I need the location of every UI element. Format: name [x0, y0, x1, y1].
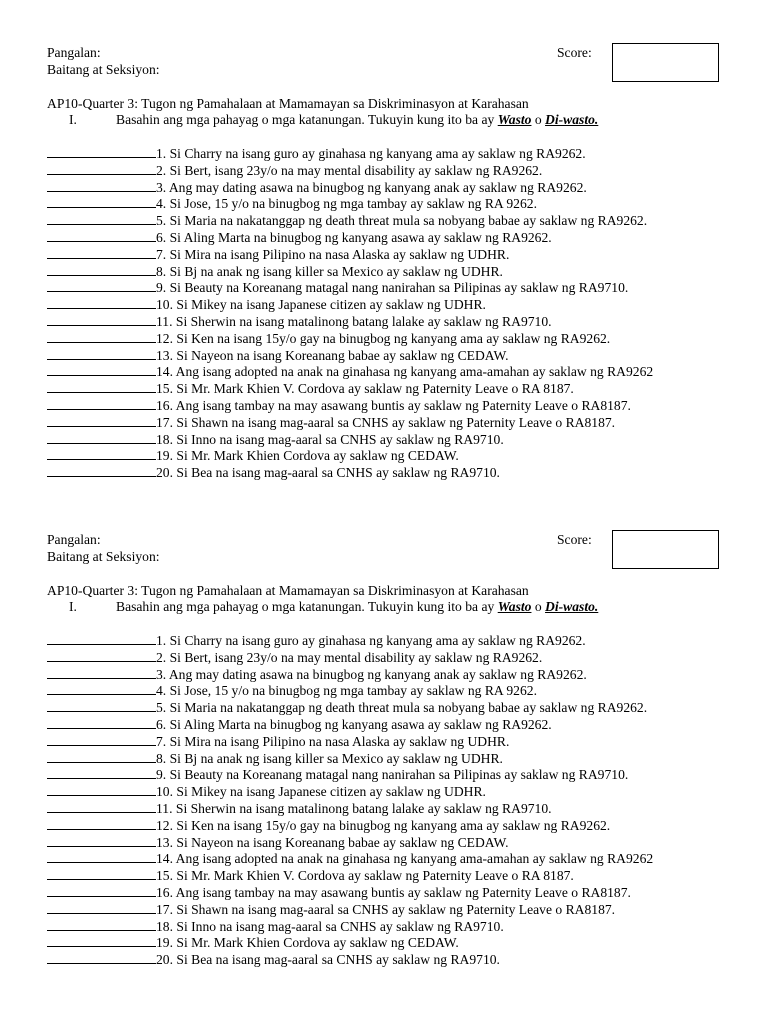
answer-blank[interactable] [47, 212, 156, 225]
name-label: Pangalan: [47, 45, 101, 60]
answer-blank[interactable] [47, 666, 156, 679]
list-item [47, 850, 653, 867]
score-box[interactable] [612, 530, 719, 569]
instruction-text [116, 111, 598, 128]
list-item [47, 263, 503, 280]
item-text: 20. Si Bea na isang mag-aaral sa CNHS ay saklaw ng RA9710. [156, 465, 500, 481]
list-item [47, 212, 647, 229]
answer-blank[interactable] [47, 817, 156, 830]
answer-blank[interactable] [47, 179, 156, 192]
list-item [47, 162, 542, 179]
list-item [47, 783, 486, 800]
item-text: 8. Si Bj na anak ng isang killer sa Mexico ay saklaw ng UDHR. [156, 750, 503, 766]
answer-blank[interactable] [47, 750, 156, 763]
item-text: 10. Si Mikey na isang Japanese citizen ay saklaw ng UDHR. [156, 297, 486, 313]
list-item [47, 901, 615, 918]
item-text: 4. Si Jose, 15 y/o na binugbog ng mga tambay ay saklaw ng RA 9262. [156, 196, 537, 212]
answer-blank[interactable] [47, 834, 156, 847]
list-item [47, 918, 504, 935]
list-item [47, 817, 610, 834]
list-item [47, 246, 509, 263]
option-wasto: Wasto [497, 112, 532, 127]
list-item [47, 682, 537, 699]
item-text: 16. Ang isang tambay na may asawang buntis ay saklaw ng Paternity Leave o RA8187. [156, 885, 631, 900]
answer-blank[interactable] [47, 934, 156, 947]
item-text: 1. Si Charry na isang guro ay ginahasa ng kanyang ama ay saklaw ng RA9262. [156, 633, 586, 648]
item-text: 6. Si Aling Marta na binugbog ng kanyang asawa ay saklaw ng RA9262. [156, 717, 552, 732]
list-item [47, 800, 552, 817]
item-text: 11. Si Sherwin na isang matalinong batang lalake ay saklaw ng RA9710. [156, 314, 552, 329]
list-item [47, 145, 586, 162]
worksheet-copy-2 [0, 487, 768, 974]
list-item [47, 195, 537, 212]
list-item [47, 834, 509, 851]
item-text: 19. Si Mr. Mark Khien Cordova ay saklaw ng CEDAW. [156, 935, 459, 951]
answer-blank[interactable] [47, 279, 156, 292]
list-item [47, 330, 610, 347]
answer-blank[interactable] [47, 229, 156, 242]
list-item [47, 666, 587, 683]
answer-blank[interactable] [47, 699, 156, 712]
list-item [47, 313, 552, 330]
item-text: 9. Si Beauty na Koreanang matagal nang nanirahan sa Pilipinas ay saklaw ng RA9710. [156, 767, 629, 783]
answer-blank[interactable] [47, 431, 156, 444]
item-text: 20. Si Bea na isang mag-aaral sa CNHS ay saklaw ng RA9710. [156, 952, 500, 968]
list-item [47, 447, 459, 464]
worksheet-title: AP10-Quarter 3: Tugon ng Pamahalaan at Mamamayan sa Diskriminasyon at Karahasan [47, 96, 529, 111]
item-text: 6. Si Aling Marta na binugbog ng kanyang asawa ay saklaw ng RA9262. [156, 230, 552, 245]
answer-blank[interactable] [47, 246, 156, 259]
instruction-body: Basahin ang mga pahayag o mga katanungan. Tukuyin kung ito ba ay [116, 599, 498, 614]
instruction-conjunction: o [531, 112, 546, 127]
list-item [47, 229, 552, 246]
list-item [47, 347, 509, 364]
item-text: 2. Si Bert, isang 23y/o na may mental disability ay saklaw ng RA9262. [156, 649, 543, 665]
list-item [47, 750, 503, 767]
answer-blank[interactable] [47, 733, 156, 746]
list-item [47, 414, 615, 431]
list-item [47, 867, 574, 884]
item-text: 3. Ang may dating asawa na binugbog ng kanyang anak ay saklaw ng RA9262. [156, 179, 587, 195]
worksheet-copy-1 [0, 0, 768, 487]
score-label: Score: [557, 45, 592, 60]
score-box[interactable] [612, 43, 719, 82]
item-text: 11. Si Sherwin na isang matalinong batang lalake ay saklaw ng RA9710. [156, 801, 552, 816]
item-text: 18. Si Inno na isang mag-aaral sa CNHS ay saklaw ng RA9710. [156, 918, 504, 934]
answer-blank[interactable] [47, 313, 156, 326]
item-text: 14. Ang isang adopted na anak na ginahasa ng kanyang ama-amahan ay saklaw ng RA9262 [156, 851, 654, 867]
score-label: Score: [557, 532, 592, 547]
list-item [47, 733, 509, 750]
answer-blank[interactable] [47, 162, 156, 175]
worksheet-title: AP10-Quarter 3: Tugon ng Pamahalaan at Mamamayan sa Diskriminasyon at Karahasan [47, 583, 529, 598]
item-text: 15. Si Mr. Mark Khien V. Cordova ay saklaw ng Paternity Leave o RA 8187. [156, 868, 574, 884]
answer-blank[interactable] [47, 884, 156, 897]
item-text: 7. Si Mira na isang Pilipino na nasa Alaska ay saklaw ng UDHR. [156, 733, 510, 749]
answer-blank[interactable] [47, 195, 156, 208]
instruction-text [116, 598, 598, 615]
answer-blank[interactable] [47, 901, 156, 914]
answer-blank[interactable] [47, 783, 156, 796]
item-text: 19. Si Mr. Mark Khien Cordova ay saklaw ng CEDAW. [156, 448, 459, 464]
answer-blank[interactable] [47, 918, 156, 931]
item-text: 1. Si Charry na isang guro ay ginahasa ng kanyang ama ay saklaw ng RA9262. [156, 146, 586, 161]
list-item [47, 884, 631, 901]
item-text: 7. Si Mira na isang Pilipino na nasa Alaska ay saklaw ng UDHR. [156, 246, 510, 262]
answer-blank[interactable] [47, 649, 156, 662]
answer-blank[interactable] [47, 850, 156, 863]
item-text: 14. Ang isang adopted na anak na ginahasa ng kanyang ama-amahan ay saklaw ng RA9262 [156, 364, 654, 380]
list-item [47, 296, 486, 313]
item-text: 17. Si Shawn na isang mag-aaral sa CNHS ay saklaw ng Paternity Leave o RA8187. [156, 414, 616, 430]
answer-blank[interactable] [47, 380, 156, 393]
option-wasto: Wasto [497, 599, 532, 614]
list-item [47, 380, 574, 397]
item-text: 10. Si Mikey na isang Japanese citizen ay saklaw ng UDHR. [156, 784, 486, 800]
item-text: 8. Si Bj na anak ng isang killer sa Mexico ay saklaw ng UDHR. [156, 263, 503, 279]
item-text: 15. Si Mr. Mark Khien V. Cordova ay saklaw ng Paternity Leave o RA 8187. [156, 381, 574, 397]
item-text: 5. Si Maria na nakatanggap ng death threat mula sa nobyang babae ay saklaw ng RA9262. [156, 700, 648, 716]
answer-blank[interactable] [47, 263, 156, 276]
section-label: Baitang at Seksiyon: [47, 62, 160, 77]
item-text: 5. Si Maria na nakatanggap ng death threat mula sa nobyang babae ay saklaw ng RA9262. [156, 213, 648, 229]
answer-blank[interactable] [47, 296, 156, 309]
option-di-wasto: Di-wasto. [545, 112, 599, 127]
list-item [47, 431, 504, 448]
answer-blank[interactable] [47, 363, 156, 376]
list-item [47, 363, 653, 380]
answer-blank[interactable] [47, 632, 156, 645]
item-text: 13. Si Nayeon na isang Koreanang babae ay saklaw ng CEDAW. [156, 834, 509, 850]
list-item [47, 951, 500, 968]
instruction-number: I. [69, 599, 77, 614]
item-text: 4. Si Jose, 15 y/o na binugbog ng mga tambay ay saklaw ng RA 9262. [156, 683, 537, 699]
list-item [47, 716, 552, 733]
answer-blank[interactable] [47, 716, 156, 729]
section-label: Baitang at Seksiyon: [47, 549, 160, 564]
list-item [47, 632, 586, 649]
list-item [47, 766, 628, 783]
answer-blank[interactable] [47, 414, 156, 427]
answer-blank[interactable] [47, 682, 156, 695]
list-item [47, 279, 628, 296]
instruction-body: Basahin ang mga pahayag o mga katanungan. Tukuyin kung ito ba ay [116, 112, 498, 127]
list-item [47, 397, 631, 414]
answer-blank[interactable] [47, 951, 156, 964]
instruction-conjunction: o [531, 599, 546, 614]
answer-blank[interactable] [47, 464, 156, 477]
list-item [47, 699, 647, 716]
name-label: Pangalan: [47, 532, 101, 547]
answer-blank[interactable] [47, 145, 156, 158]
item-text: 12. Si Ken na isang 15y/o gay na binugbog ng kanyang ama ay saklaw ng RA9262. [156, 330, 611, 346]
answer-blank[interactable] [47, 800, 156, 813]
item-text: 13. Si Nayeon na isang Koreanang babae ay saklaw ng CEDAW. [156, 347, 509, 363]
answer-blank[interactable] [47, 397, 156, 410]
item-text: 12. Si Ken na isang 15y/o gay na binugbog ng kanyang ama ay saklaw ng RA9262. [156, 817, 611, 833]
answer-blank[interactable] [47, 447, 156, 460]
list-item [47, 464, 500, 481]
instruction-number: I. [69, 112, 77, 127]
answer-blank[interactable] [47, 867, 156, 880]
list-item [47, 934, 459, 951]
item-text: 9. Si Beauty na Koreanang matagal nang nanirahan sa Pilipinas ay saklaw ng RA9710. [156, 280, 629, 296]
option-di-wasto: Di-wasto. [545, 599, 599, 614]
item-text: 3. Ang may dating asawa na binugbog ng kanyang anak ay saklaw ng RA9262. [156, 666, 587, 682]
item-text: 16. Ang isang tambay na may asawang buntis ay saklaw ng Paternity Leave o RA8187. [156, 398, 631, 413]
item-text: 2. Si Bert, isang 23y/o na may mental disability ay saklaw ng RA9262. [156, 162, 543, 178]
list-item [47, 179, 587, 196]
list-item [47, 649, 542, 666]
item-text: 18. Si Inno na isang mag-aaral sa CNHS ay saklaw ng RA9710. [156, 431, 504, 447]
answer-blank[interactable] [47, 347, 156, 360]
answer-blank[interactable] [47, 766, 156, 779]
item-text: 17. Si Shawn na isang mag-aaral sa CNHS ay saklaw ng Paternity Leave o RA8187. [156, 901, 616, 917]
answer-blank[interactable] [47, 330, 156, 343]
